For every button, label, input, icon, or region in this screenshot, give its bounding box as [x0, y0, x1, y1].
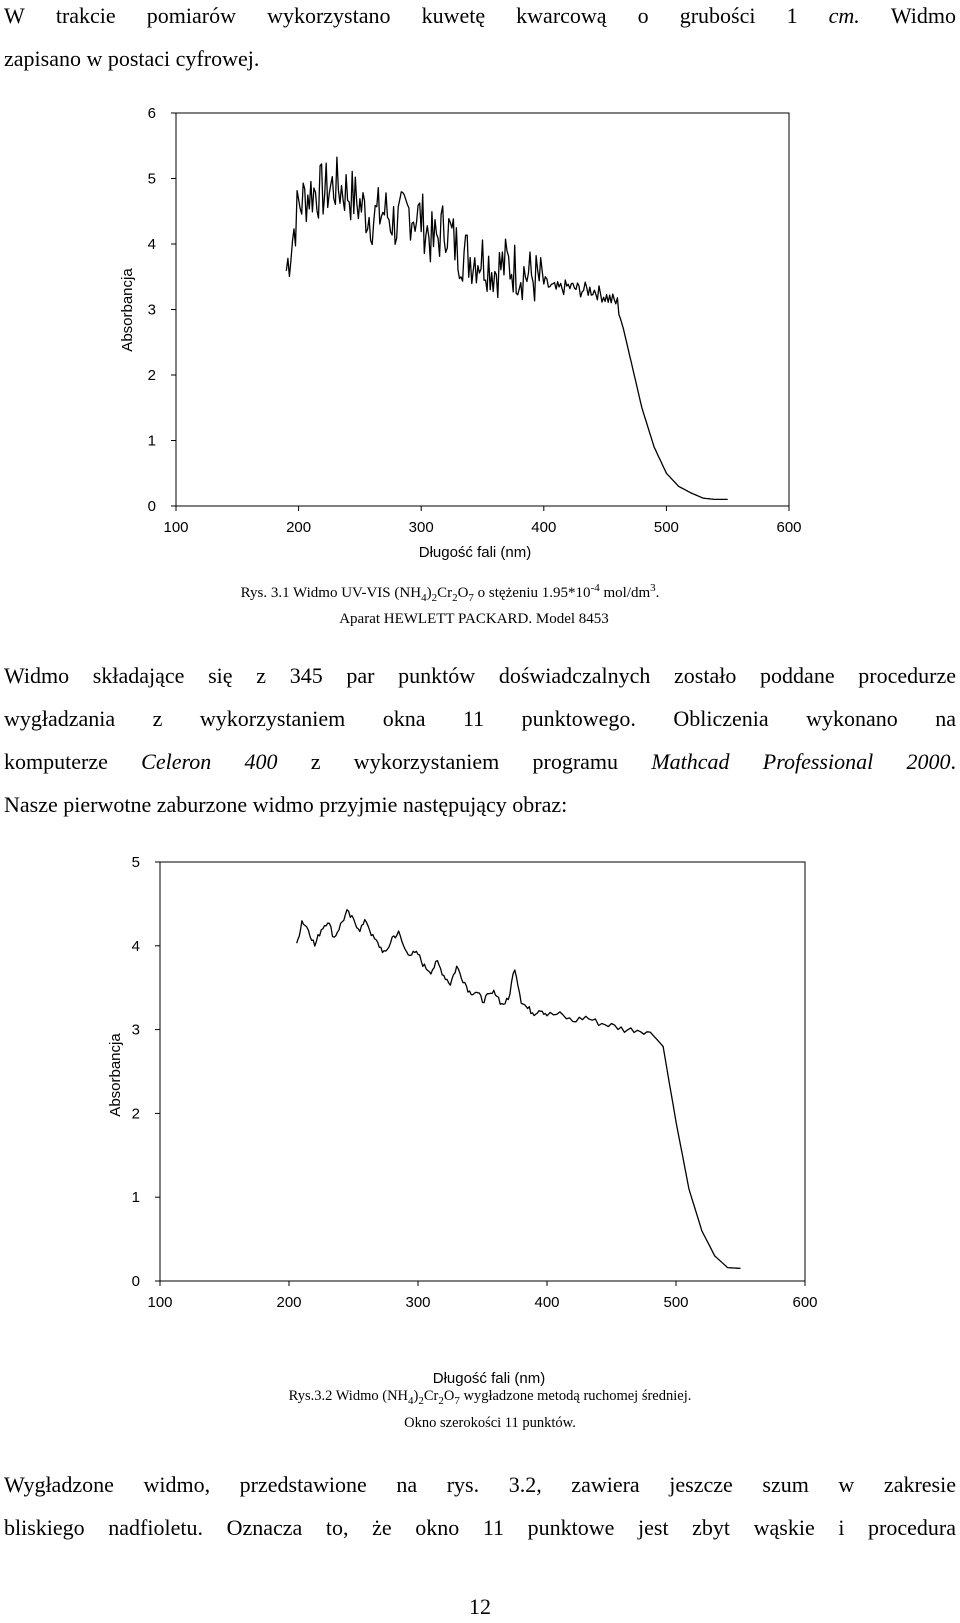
method-line-3 [4, 740, 956, 783]
word: wykorzystano [267, 3, 391, 28]
figure1-caption-line1 [0, 578, 930, 609]
y-tick-label: 5 [131, 854, 140, 871]
caption-sub: 4 [408, 1394, 414, 1407]
x-tick-label: 300 [408, 519, 434, 536]
y-tick-label: 5 [147, 170, 156, 188]
x-tick-label: 400 [531, 519, 557, 536]
intro-line-2: zapisano w postaci cyfrowej. [4, 46, 260, 71]
y-tick-label: 6 [147, 105, 156, 122]
chart-plot-area [176, 113, 789, 506]
word: Widmo [890, 3, 956, 28]
caption-text: O [443, 1388, 455, 1404]
caption-text: O [457, 585, 469, 601]
caption-sup: -4 [590, 582, 600, 594]
x-tick-label: 200 [286, 519, 312, 536]
text-run: z wykorzystaniem programu [277, 749, 652, 774]
x-tick-label: 100 [163, 519, 189, 536]
caption-sub: 7 [468, 592, 474, 604]
y-axis-label: Absorbancja [107, 1033, 124, 1117]
word: pomiarów [146, 3, 236, 28]
series-line [286, 157, 727, 499]
figure1-caption-line2: Aparat HEWLETT PACKARD. Model 8453 [339, 611, 609, 627]
x-tick-label: 500 [653, 519, 679, 536]
caption-sup: 3 [650, 582, 656, 594]
x-axis-ticks [147, 1281, 817, 1311]
y-axis-ticks [148, 105, 176, 515]
word: o [637, 3, 649, 28]
x-axis-ticks [163, 506, 801, 536]
text-run: . [950, 749, 956, 774]
caption-text: wygładzone metodą ruchomej średniej. [459, 1388, 692, 1404]
x-tick-label: 100 [147, 1294, 173, 1311]
caption-sub: 2 [438, 1394, 444, 1407]
word: kuwetę [421, 3, 486, 28]
method-line-2: wygładzania z wykorzystaniem okna 11 punktowego. Obliczenia wykonano na [4, 706, 956, 731]
conclusion-paragraph [4, 1463, 956, 1549]
figure2-caption-line2: Okno szerokości 11 punktów. [404, 1414, 576, 1431]
series-line [297, 910, 741, 1269]
word: grubości [679, 3, 756, 28]
y-tick-label: 1 [131, 1189, 140, 1207]
y-tick-label: 0 [147, 498, 156, 515]
y-tick-label: 0 [131, 1273, 140, 1290]
page-number: 12 [469, 1594, 491, 1619]
caption-text: Cr [437, 585, 453, 601]
caption-sub: 2 [452, 592, 458, 604]
conclusion-line-2: bliskiego nadfioletu. Oznacza to, że okno 11 punktowe jest zbyt wąskie i procedura [4, 1515, 956, 1540]
caption-text: Rys. 3.1 Widmo UV-VIS (NH [240, 585, 422, 601]
caption-text: ) [413, 1388, 419, 1404]
method-paragraph [4, 654, 956, 826]
x-tick-label: 500 [663, 1294, 689, 1311]
y-tick-label: 3 [147, 301, 156, 319]
word: 1 [786, 3, 798, 28]
y-tick-label: 4 [131, 937, 140, 955]
x-axis-label: Długość fali (nm) [432, 1370, 546, 1387]
intro-paragraph [4, 0, 956, 80]
chart-plot-area [160, 862, 805, 1281]
y-tick-label: 1 [147, 432, 156, 450]
plot-frame [176, 113, 789, 506]
y-tick-label: 3 [131, 1021, 140, 1039]
y-tick-label: 2 [147, 367, 156, 384]
caption-text: ) [426, 585, 432, 601]
caption-text: . [655, 585, 660, 601]
caption-text: Rys.3.2 Widmo (NH [288, 1388, 409, 1404]
caption-text: Cr [423, 1388, 439, 1404]
plot-frame [160, 862, 805, 1281]
figure2-caption [0, 1385, 960, 1434]
chart-series [286, 157, 727, 499]
word: trakcie [55, 3, 116, 28]
caption-sub: 2 [418, 1394, 424, 1407]
chart-series [297, 910, 741, 1269]
figure1-caption [0, 578, 960, 630]
spectrum-chart-smoothed [0, 850, 960, 1390]
caption-text: mol/dm [599, 585, 651, 601]
y-tick-label: 2 [131, 1105, 140, 1123]
spectrum-chart-raw [0, 95, 960, 570]
method-line-1: Widmo składające się z 345 par punktów doświadczalnych zostało poddane procedurze [4, 663, 956, 688]
x-tick-label: 300 [405, 1294, 431, 1311]
y-axis-ticks [132, 854, 160, 1290]
text-run-italic: Celeron 400 [141, 749, 278, 774]
x-tick-label: 600 [776, 519, 802, 536]
x-axis-label: Długość fali (nm) [418, 544, 532, 561]
caption-sub: 4 [421, 592, 427, 604]
word: cm. [828, 3, 860, 28]
x-tick-label: 200 [276, 1294, 302, 1311]
intro-line-1 [4, 0, 956, 37]
text-run-italic: Mathcad Professional 2000 [651, 749, 951, 774]
figure2-caption-line1 [10, 1385, 960, 1412]
x-tick-label: 600 [792, 1294, 818, 1311]
caption-text: o stężeniu 1.95*10 [473, 585, 591, 601]
word: kwarcową [516, 3, 607, 28]
y-tick-label: 4 [147, 236, 156, 253]
y-axis-label: Absorbancja [119, 268, 136, 352]
caption-sub: 2 [431, 592, 438, 604]
conclusion-line-1: Wygładzone widmo, przedstawione na rys. 3.2, zawiera jeszcze szum w zakresie [4, 1472, 956, 1497]
text-run: komputerze [4, 749, 142, 774]
method-line-4: Nasze pierwotne zaburzone widmo przyjmie następujący obraz: [4, 792, 568, 817]
caption-sub: 7 [454, 1394, 460, 1407]
word: W [4, 3, 25, 28]
x-tick-label: 400 [534, 1294, 560, 1311]
